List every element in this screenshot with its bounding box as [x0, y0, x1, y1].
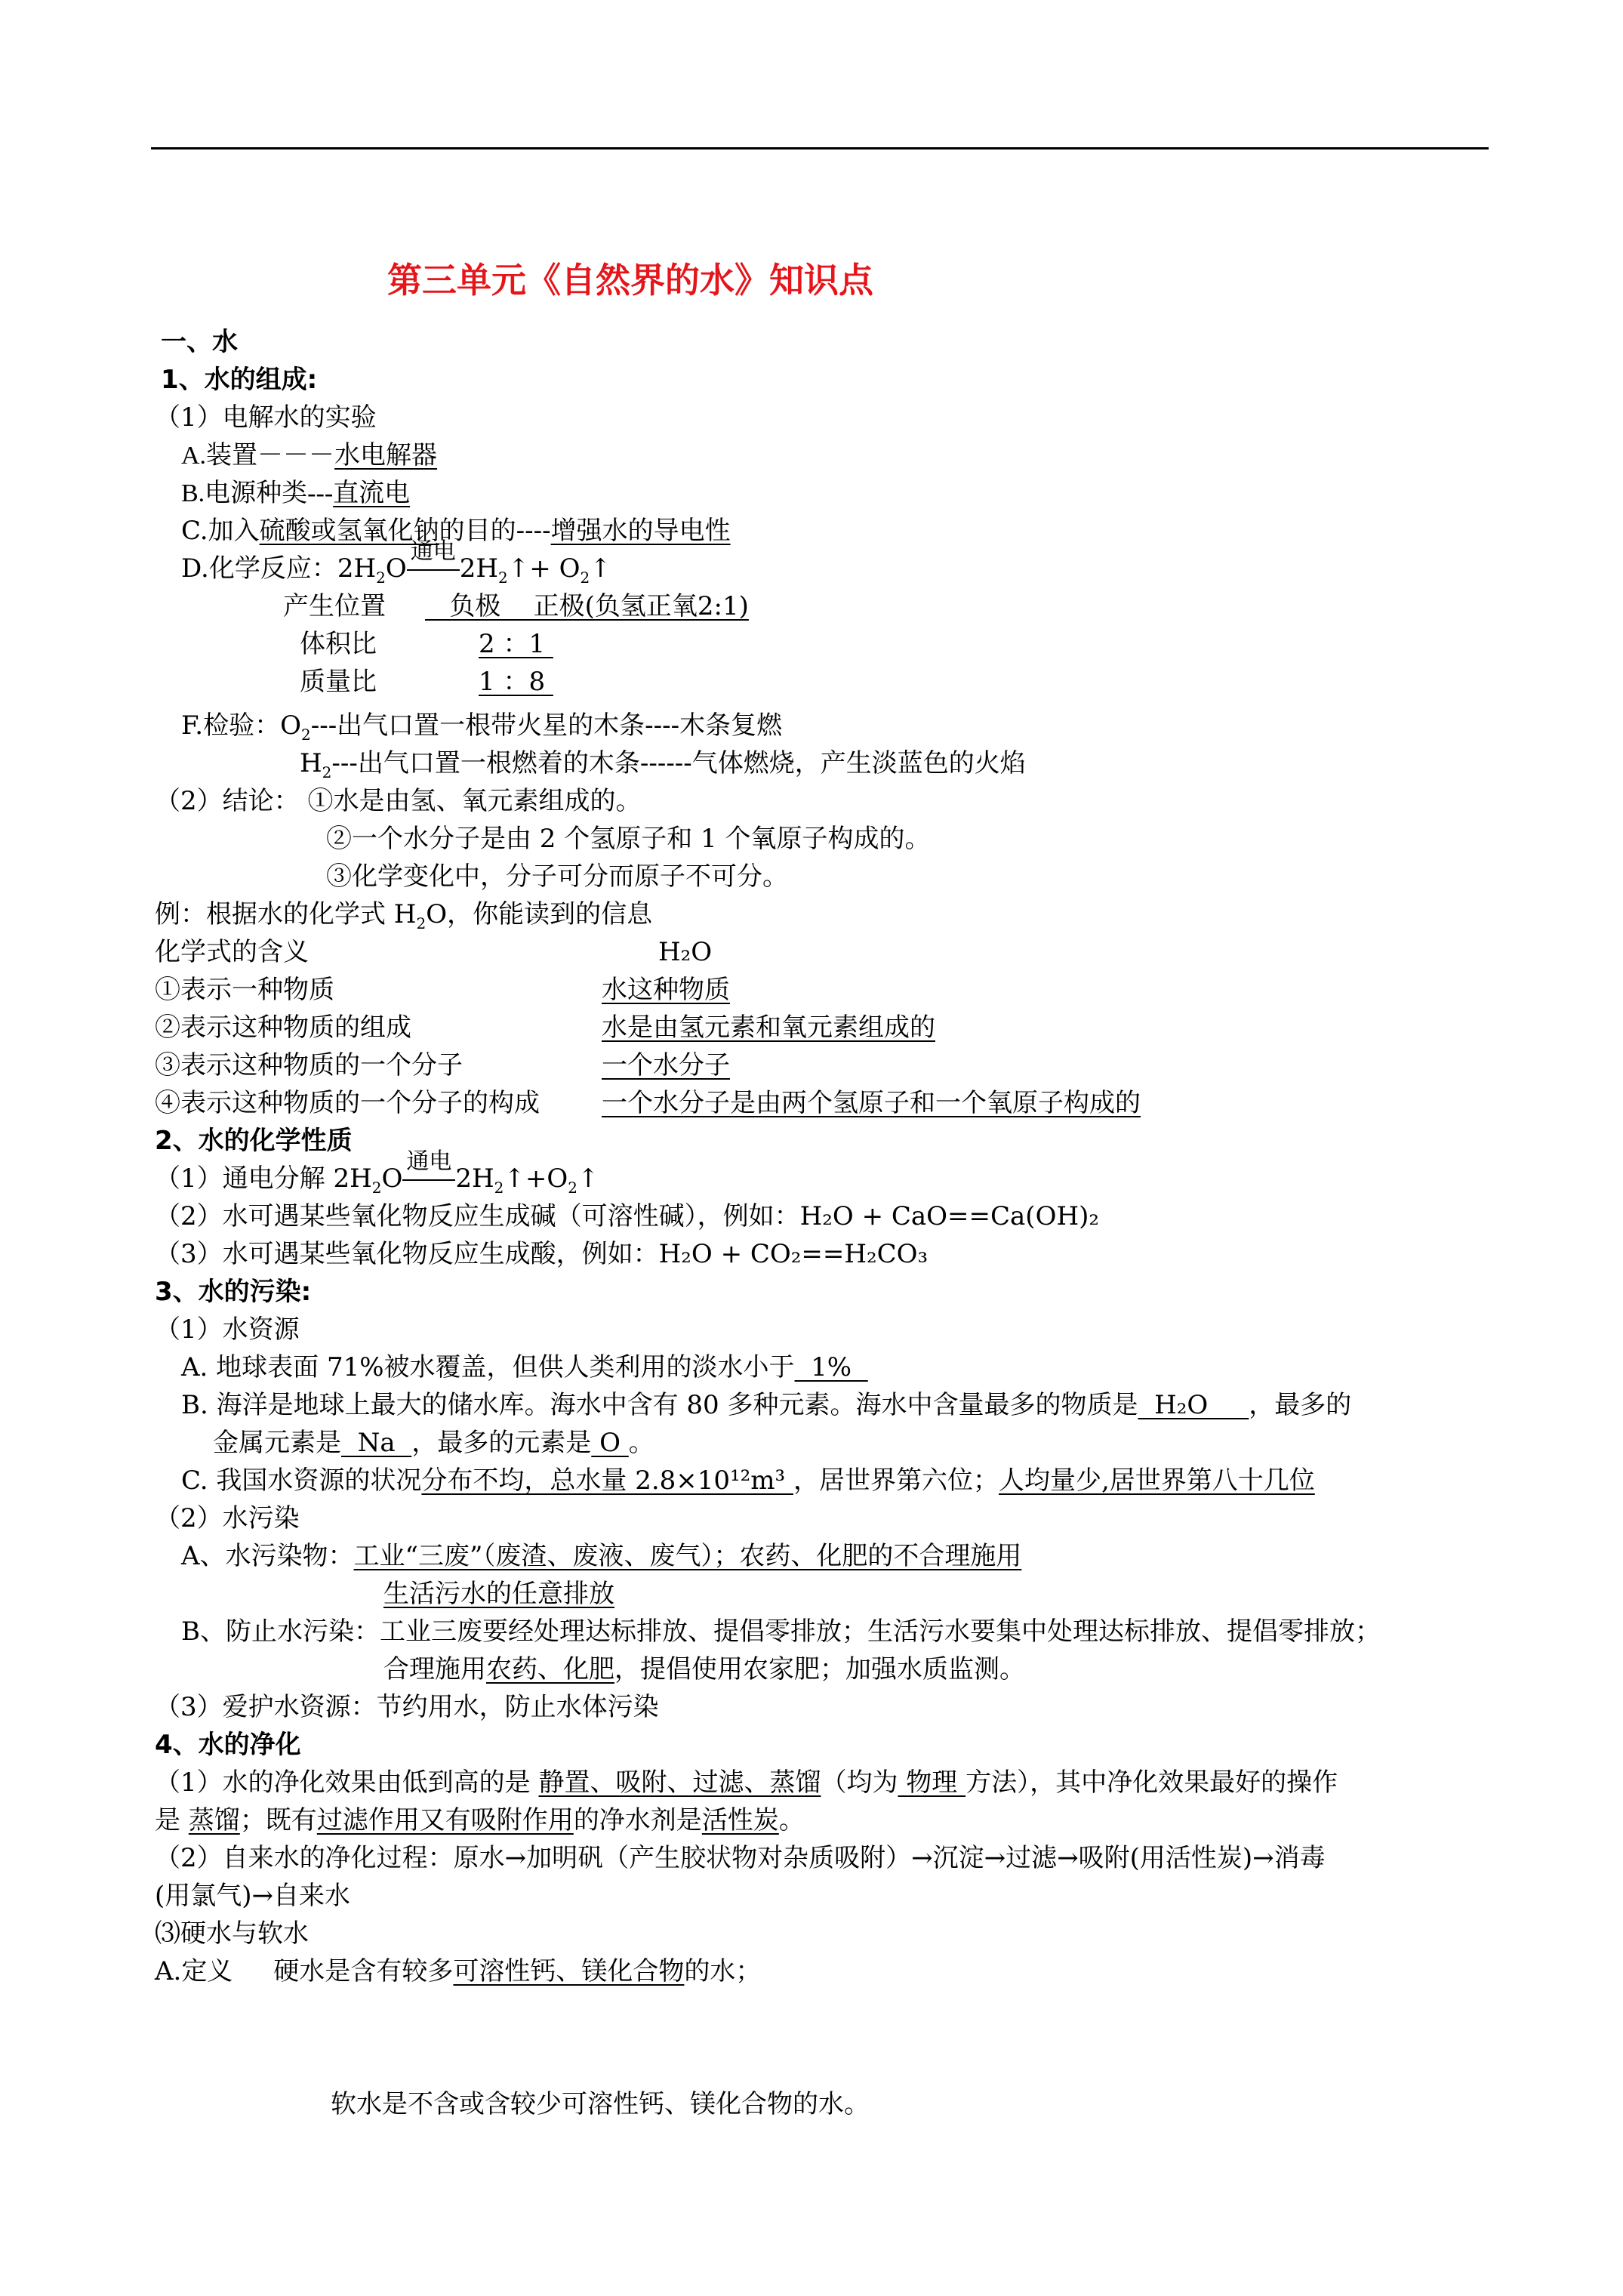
pollutants-u2: 生活污水的任意排放 — [383, 1579, 614, 1609]
purify-1-u1: 静置、吸附、过滤、蒸馏 — [538, 1767, 821, 1798]
exp-b-value: 直流电 — [333, 478, 411, 508]
hard-water-post: 的水； — [684, 1956, 762, 1986]
exp-d-mid: 2H — [459, 553, 499, 584]
test-h2-pre: H — [300, 748, 322, 778]
purify-1b — [155, 1801, 805, 1839]
purify-2a: （2）自来水的净化过程：原水→加明矾（产生胶状物对杂质吸附）→沉淀→过滤→吸附(用活性炭)→消毒 — [155, 1843, 1326, 1873]
heading-chemical-props: 2、水的化学性质 — [155, 1126, 353, 1156]
resource-c-u2: 人均量少,居世界第八十几位 — [999, 1465, 1315, 1496]
exp-mass-row — [300, 663, 553, 701]
hard-water-def — [155, 1952, 761, 1990]
hard-soft-heading: ⑶硬水与软水 — [155, 1918, 309, 1949]
exp-heading: （1）电解水的实验 — [155, 402, 377, 433]
exp-a-label: A.装置－－－ — [181, 442, 335, 470]
exp-test-h2: $H_2---$出气口置一根燃着的木条------气体燃烧，产生淡蓝色的火焰 — [300, 748, 1026, 781]
purify-1-u2: 物理 — [898, 1767, 966, 1798]
position-value: 负极 正极(负氢正氧2:1) — [425, 591, 749, 621]
pollutants-a2 — [383, 1575, 614, 1613]
test-h2-post: ---出气口置一根燃着的木条------气体燃烧，产生淡蓝色的火焰 — [331, 748, 1026, 778]
exp-d-post1: ↑+ O — [507, 553, 581, 584]
protect-resources: （3）爱护水资源：节约用水，防止水体污染 — [155, 1692, 659, 1722]
resource-b2-post: 。 — [628, 1428, 654, 1458]
resource-b-value: H₂O — [1138, 1390, 1249, 1420]
mass-label: 质量比 — [300, 667, 377, 697]
exp-volume-row — [300, 625, 553, 663]
pollution-heading: （2）水污染 — [155, 1503, 300, 1533]
soft-water-def: 软水是不含或含较少可溶性钙、镁化合物的水。 — [331, 2089, 870, 2119]
mass-value: 1 ：8 — [479, 667, 553, 697]
pollutants-label: A、水污染物： — [181, 1541, 354, 1571]
exp-c-u1: 硫酸或氢氧化钠 — [259, 516, 439, 546]
prevention-b2 — [383, 1650, 1025, 1688]
test-o2-post: ---出气口置一根带火星的木条----木条复燃 — [310, 710, 783, 741]
volume-label: 体积比 — [300, 629, 377, 659]
electrolysis-condition-2: 通电 — [402, 1160, 455, 1197]
pollutants-a — [181, 1537, 1021, 1575]
meaning-label: ④表示这种物质的一个分子的构成 — [155, 1088, 540, 1118]
purify-1 — [155, 1764, 1338, 1801]
header-rule — [151, 147, 1489, 149]
purify-1b-u3: 活性炭 — [701, 1805, 779, 1835]
resource-c-mid: ，居世界第六位； — [793, 1465, 999, 1496]
meaning-label: ③表示这种物质的一个分子 — [155, 1050, 463, 1080]
exp-a-value: 水电解器 — [334, 440, 438, 470]
resource-b-pre: B. 海洋是地球上最大的储水库。海水中含有 80 多种元素。海水中含量最多的物质是 — [181, 1390, 1138, 1420]
test-o2-pre: F.检验：O — [181, 710, 301, 741]
meaning-value: 水这种物质 — [602, 975, 730, 1005]
resource-a-pre: A. 地球表面 71%被水覆盖，但供人类利用的淡水小于 — [181, 1352, 795, 1382]
meaning-value: 水是由氢元素和氧元素组成的 — [602, 1012, 935, 1043]
conclusion-2: ②一个水分子是由 2 个氢原子和 1 个氧原子构成的。 — [326, 824, 931, 854]
heading-composition: 1、水的组成: — [161, 365, 318, 395]
prevention-b — [181, 1613, 1381, 1650]
resource-b-post: ，最多的 — [1249, 1390, 1352, 1420]
page-title: 第三单元《自然界的水》知识点 — [387, 260, 873, 300]
chem-prop-2: （2）水可遇某些氧化物反应生成碱（可溶性碱），例如：H₂O + CaO==Ca(OH)₂ — [155, 1201, 1099, 1231]
resource-b2-pre: 金属元素是 — [213, 1428, 341, 1458]
resource-b2 — [213, 1424, 654, 1462]
volume-value: 2 ：1 — [479, 629, 553, 659]
exp-line-d: D.化学反应：$2H_2O$ 通电 $2H_2↑+$ $O_2↑$ — [181, 538, 611, 587]
exp-line-b — [181, 474, 410, 513]
position-label: 产生位置 — [283, 591, 386, 621]
exp-c-u2: 增强水的导电性 — [550, 516, 731, 546]
resource-a-value: 1% — [794, 1352, 868, 1382]
resource-heading: （1）水资源 — [155, 1314, 300, 1345]
exp-line-a — [181, 436, 437, 475]
chem-prop-1-post: 2H — [455, 1163, 494, 1194]
exp-d-post2: ↑ — [590, 553, 611, 584]
purify-2b: (用氯气)→自来水 — [155, 1881, 351, 1911]
exp-c-mid: 的目的---- — [439, 516, 551, 546]
chem-prop-3: （3）水可遇某些氧化物反应生成酸，例如：H₂O + CO₂==H₂CO₃ — [155, 1239, 929, 1269]
chem-prop-1: （1）通电分解 $2H_2O$ 通电 $2H_2↑+O_2↑$ — [155, 1148, 599, 1197]
exp-b-label: B.电源种类--- — [181, 479, 334, 507]
prevention-line2-post: ，提倡使用农家肥；加强水质监测。 — [614, 1654, 1025, 1684]
purify-1b-mid2: 的净水剂是 — [573, 1805, 702, 1835]
meaning-label: ①表示一种物质 — [155, 975, 334, 1005]
resource-c-u1: 分布不均，总水量 2.8×10¹²m³ — [421, 1465, 793, 1496]
chem-prop-1-pre: （1）通电分解 2H — [155, 1163, 372, 1194]
resource-b2-element: O — [591, 1428, 629, 1458]
prevention-line2-pre: 合理施用 — [383, 1654, 486, 1684]
meaning-label: ②表示这种物质的组成 — [155, 1012, 411, 1043]
purify-1b-u2: 过滤作用又有吸附作用 — [316, 1805, 574, 1835]
heading-pollution: 3、水的污染: — [155, 1277, 312, 1307]
section-heading-water: 一、水 — [161, 327, 238, 357]
exp-c-pre: C.加入 — [181, 516, 260, 546]
resource-b2-metal: Na — [341, 1428, 412, 1458]
example-head-label: 化学式的含义 — [155, 937, 309, 967]
resource-c-pre: C. 我国水资源的状况 — [181, 1465, 422, 1496]
conclusion-3: ③化学变化中，分子可分而原子不可分。 — [326, 861, 788, 892]
example-intro: 例：根据水的化学式 $H_2O$，你能读到的信息 — [155, 899, 653, 932]
hard-water-pre: A.定义 硬水是含有较多 — [155, 1956, 454, 1986]
resource-b — [181, 1386, 1351, 1424]
example-head-formula: H₂O — [658, 937, 713, 967]
prevention-line2-u: 农药、化肥 — [486, 1654, 614, 1684]
conclusion-1: （2）结论： ①水是由氢、氧元素组成的。 — [155, 786, 642, 816]
prevention-line1: 工业三废要经处理达标排放、提倡零排放；生活污水要集中处理达标排放、提倡零排放； — [380, 1616, 1381, 1647]
meaning-value: 一个水分子 — [602, 1050, 730, 1080]
purify-1b-pre: 是 — [155, 1805, 189, 1835]
purify-1-post: 方法），其中净化效果最好的操作 — [965, 1767, 1338, 1798]
exp-d-pre: D.化学反应：2H — [181, 553, 377, 584]
exp-position-row — [283, 587, 749, 625]
resource-a — [181, 1348, 868, 1386]
example-intro-pre: 例：根据水的化学式 H — [155, 899, 417, 929]
hard-water-u: 可溶性钙、镁化合物 — [453, 1956, 685, 1986]
purify-1-mid: （均为 — [821, 1767, 898, 1798]
example-intro-post: O，你能读到的信息 — [426, 899, 653, 929]
purify-1b-mid: ；既有 — [239, 1805, 317, 1835]
heading-purification: 4、水的净化 — [155, 1730, 301, 1760]
resource-b2-mid: ，最多的元素是 — [411, 1428, 592, 1458]
purify-1-pre: （1）水的净化效果由低到高的是 — [155, 1767, 539, 1798]
purify-1b-u1: 蒸馏 — [188, 1805, 240, 1835]
purify-1b-post: 。 — [778, 1805, 805, 1835]
meaning-value: 一个水分子是由两个氢原子和一个氧原子构成的 — [602, 1088, 1141, 1118]
electrolysis-condition: 通电 — [407, 550, 460, 587]
resource-c — [181, 1462, 1315, 1499]
prevention-label: B、防止水污染： — [181, 1616, 380, 1647]
pollutants-u1: 工业“三废”（废渣、废液、废气）；农药、化肥的不合理施用 — [353, 1541, 1022, 1571]
exp-test-o2: F.检验：$O_2---$出气口置一根带火星的木条----木条复燃 — [181, 710, 783, 744]
